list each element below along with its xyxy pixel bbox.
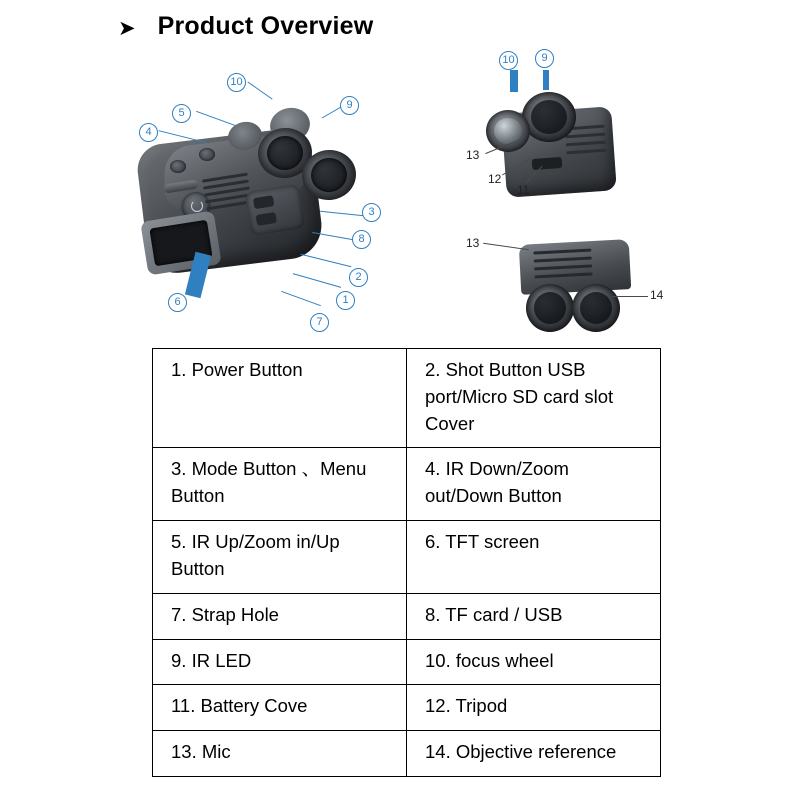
table-cell-left: 9. IR LED xyxy=(153,639,407,685)
table-cell-left: 7. Strap Hole xyxy=(153,593,407,639)
table-cell-right: 6. TFT screen xyxy=(407,521,661,594)
table-row xyxy=(153,349,661,448)
callout-1: 1 xyxy=(336,291,355,310)
product-diagram xyxy=(0,48,800,340)
callout-3: 3 xyxy=(362,203,381,222)
page-title: Product Overview xyxy=(157,12,374,40)
table-cell-right: 2. Shot Button USB port/Micro SD card slot Cover xyxy=(407,349,661,448)
table-row xyxy=(153,731,661,777)
callout-10-top: 10 xyxy=(499,51,518,70)
arrow-right-bullet-icon: ➤ xyxy=(118,17,136,40)
label-12: 12 xyxy=(488,172,502,186)
table-row xyxy=(153,685,661,731)
table-cell-right: 10. focus wheel xyxy=(407,639,661,685)
callout-7: 7 xyxy=(310,313,329,332)
callout-6: 6 xyxy=(168,293,187,312)
table-cell-right: 8. TF card / USB xyxy=(407,593,661,639)
device-illustration-front-view xyxy=(500,236,670,346)
leader-line xyxy=(543,70,549,90)
leader-line xyxy=(510,70,518,92)
page-heading xyxy=(118,12,373,41)
table-cell-right: 12. Tripod xyxy=(407,685,661,731)
table-row xyxy=(153,521,661,594)
label-14: 14 xyxy=(650,288,664,302)
table-row xyxy=(153,593,661,639)
callout-10: 10 xyxy=(227,73,246,92)
label-13-top: 13 xyxy=(466,148,480,162)
table-row xyxy=(153,448,661,521)
callout-9-top: 9 xyxy=(535,49,554,68)
table-cell-right: 14. Objective reference xyxy=(407,731,661,777)
callout-4: 4 xyxy=(139,123,158,142)
callout-2: 2 xyxy=(349,268,368,287)
tft-screen-illustration xyxy=(140,211,222,276)
device-illustration-top-view xyxy=(470,80,650,230)
parts-legend-table xyxy=(152,348,661,777)
table-cell-left: 11. Battery Cove xyxy=(153,685,407,731)
table-cell-right: 4. IR Down/Zoom out/Down Button xyxy=(407,448,661,521)
label-11: 11 xyxy=(517,183,530,197)
table-cell-left: 1. Power Button xyxy=(153,349,407,448)
table-row xyxy=(153,639,661,685)
table-cell-left: 5. IR Up/Zoom in/Up Button xyxy=(153,521,407,594)
callout-9: 9 xyxy=(340,96,359,115)
device-illustration-angled-view xyxy=(120,88,370,298)
callout-5: 5 xyxy=(172,104,191,123)
label-13-front: 13 xyxy=(466,236,480,250)
table-cell-left: 13. Mic xyxy=(153,731,407,777)
table-cell-left: 3. Mode Button 、Menu Button xyxy=(153,448,407,521)
leader-line xyxy=(612,296,648,297)
callout-8: 8 xyxy=(352,230,371,249)
